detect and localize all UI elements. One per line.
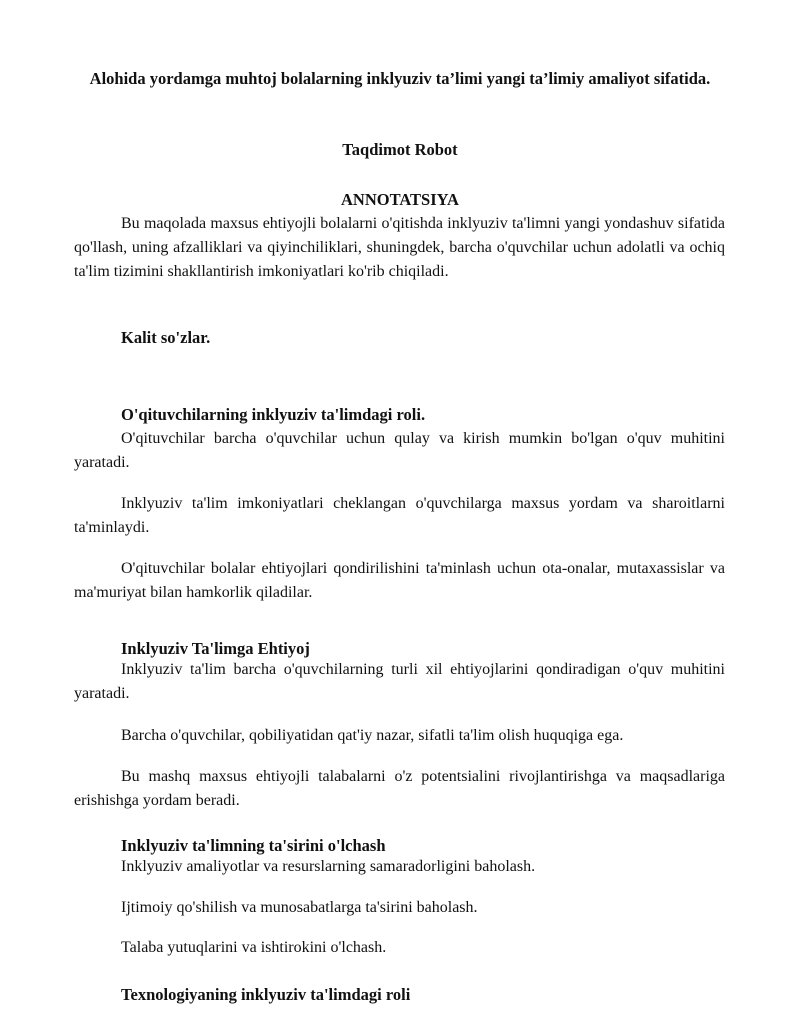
section-paragraph: O'qituvchilar barcha o'quvchilar uchun qulay va kirish mumkin bo'lgan o'quv muhitini yaratadi. (74, 430, 725, 471)
keywords-heading: Kalit so'zlar. (121, 328, 211, 347)
section-paragraph: Inklyuziv ta'lim imkoniyatlari cheklangan o'quvchilarga maxsus yordam va sharoitlarni ta'minlaydi. (74, 495, 725, 536)
annotation-paragraph: Bu maqolada maxsus ehtiyojli bolalarni o'qitishda inklyuziv ta'limni yangi yondashuv sifatida qo'llash, uning afzalliklari va qiyinchiliklari, shuningdek, barcha o'quvchilar uchun adolatli va ochiq ta'lim tizimini shakllantirish imkoniyatlari ko'rib chiqiladi. (74, 215, 725, 280)
author-name: Taqdimot Robot (342, 140, 458, 159)
section-paragraph: Barcha o'quvchilar, qobiliyatidan qat'iy nazar, sifatli ta'lim olish huquqiga ega. (121, 727, 624, 744)
section-paragraph: Talaba yutuqlarini va ishtirokini o'lchash. (121, 939, 387, 956)
section-heading-need: Inklyuziv Ta'limga Ehtiyoj (121, 639, 310, 658)
section-paragraph: Inklyuziv amaliyotlar va resurslarning samaradorligini baholash. (121, 858, 536, 875)
document-title: Alohida yordamga muhtoj bolalarning inklyuziv ta’limi yangi ta’limiy amaliyot sifatida. (89, 69, 711, 88)
section-paragraph: O'qituvchilar bolalar ehtiyojlari qondirilishini ta'minlash uchun ota-onalar, mutaxassislar va ma'muriyat bilan hamkorlik qiladilar. (74, 560, 725, 601)
section-heading-measuring-impact: Inklyuziv ta'limning ta'sirini o'lchash (121, 836, 386, 855)
section-paragraph: Ijtimoiy qo'shilish va munosabatlarga ta'sirini baholash. (121, 899, 478, 916)
section-heading-technology-role: Texnologiyaning inklyuziv ta'limdagi roli (121, 985, 411, 1004)
section-paragraph: Bu mashq maxsus ehtiyojli talabalarni o'z potentsialini rivojlantirishga va maqsadlariga erishishga yordam beradi. (74, 768, 725, 809)
annotation-heading: ANNOTATSIYA (341, 190, 459, 209)
section-heading-teachers-role: O'qituvchilarning inklyuziv ta'limdagi roli. (121, 405, 426, 424)
section-paragraph: Inklyuziv ta'lim barcha o'quvchilarning turli xil ehtiyojlarini qondiradigan o'quv muhitini yaratadi. (74, 661, 725, 702)
